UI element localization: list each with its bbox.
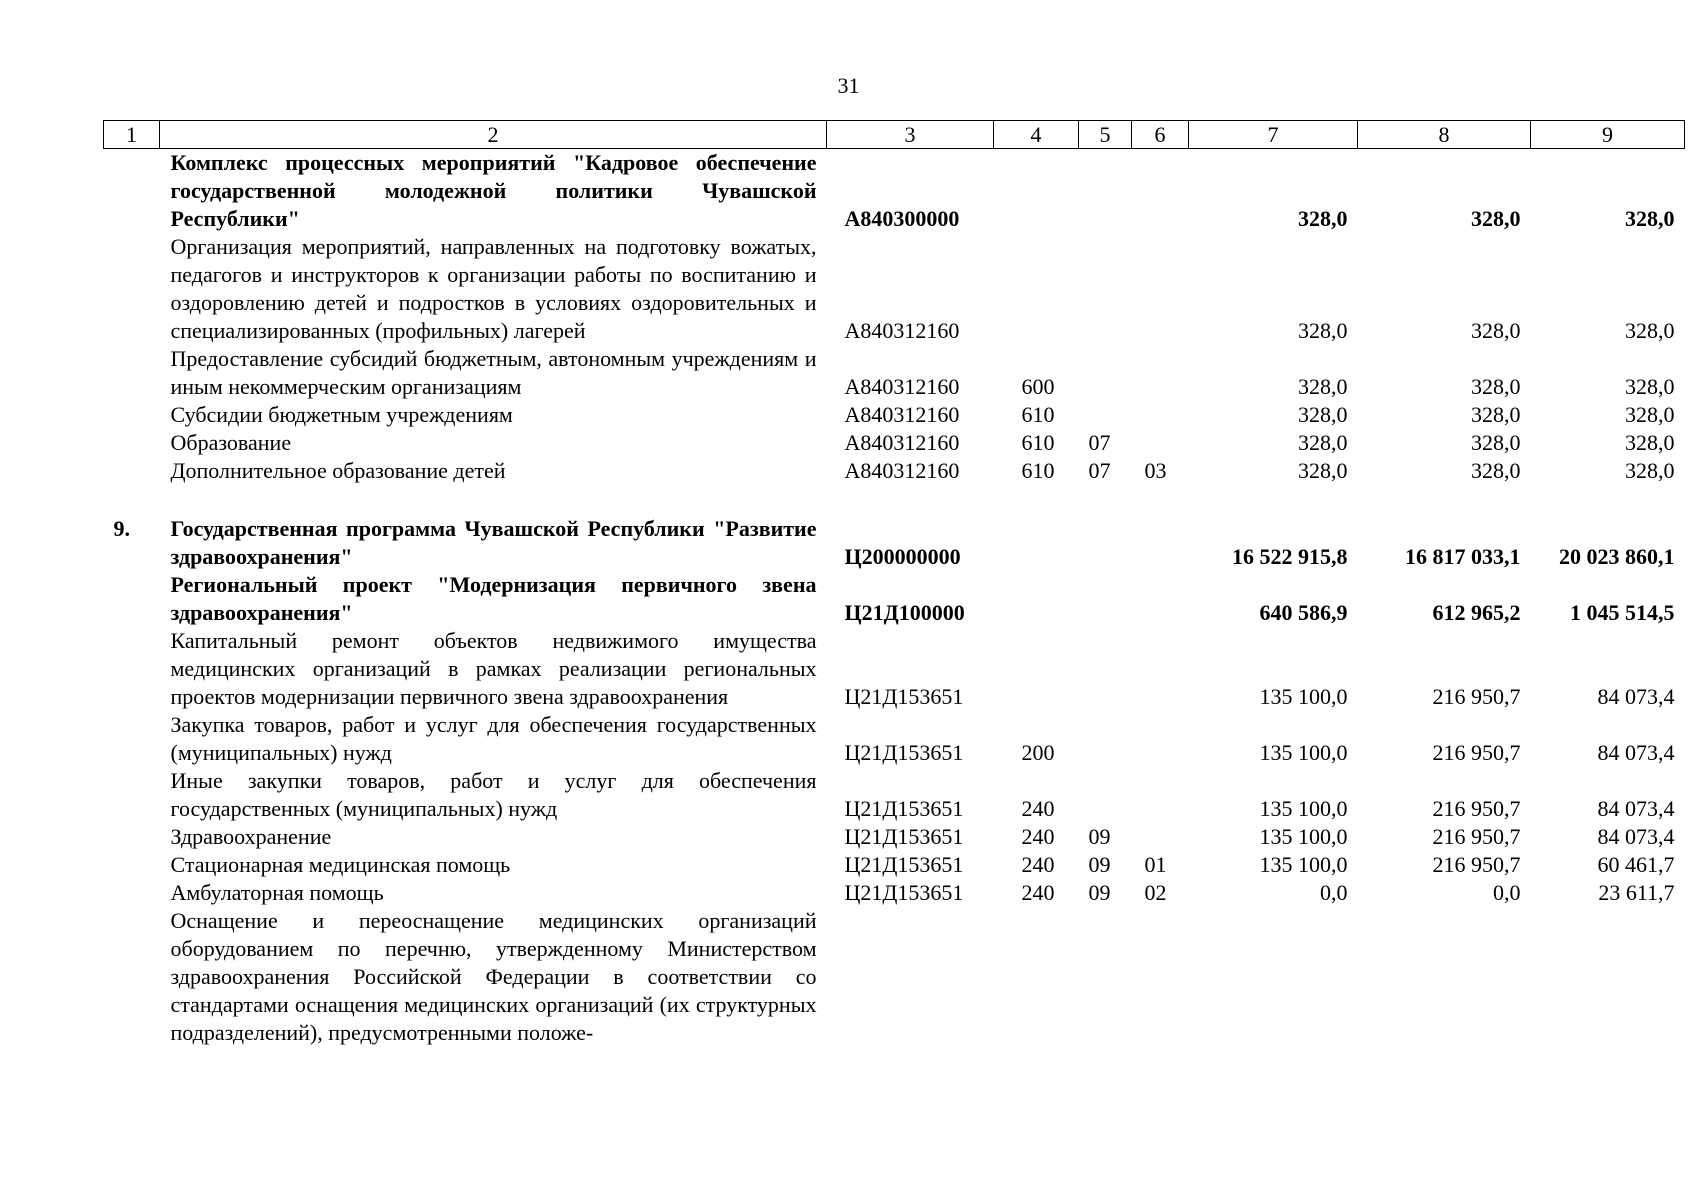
- subsection-code: 03: [1144, 458, 1167, 483]
- table-row: [104, 571, 1685, 627]
- section-code: [1079, 401, 1132, 429]
- target-article-code: [827, 907, 994, 1047]
- amount-col-7: 328,0: [1298, 430, 1348, 455]
- row-title: Здравоохранение: [170, 824, 332, 849]
- target-article-code: Ц200000000: [844, 544, 961, 569]
- row-number: [104, 401, 160, 429]
- section-code: [1079, 711, 1132, 767]
- column-number-header: [104, 121, 1685, 149]
- amount-col-9: 23 611,7: [1598, 880, 1675, 905]
- section-code: [1079, 345, 1132, 401]
- table-row: [104, 879, 1685, 907]
- amount-col-9: 1 045 514,5: [1570, 600, 1675, 625]
- row-title: Комплекс процессных мероприятий "Кадровое обеспечение государственной молодежной политики Чувашской Республики": [170, 150, 817, 231]
- target-article-code: Ц21Д153651: [844, 880, 964, 905]
- amount-col-9: 328,0: [1625, 206, 1675, 231]
- row-title: Оснащение и переоснащение медицинских организаций оборудованием по перечню, утвержденному Министерством здравоохранения Российской Федерации в соответствии со стандартами оснащения медицинских организаций (их структурных подразделений), предусмотренными положе-: [170, 908, 817, 1045]
- amount-col-9: 328,0: [1625, 458, 1675, 483]
- amount-col-8: 328,0: [1471, 206, 1521, 231]
- row-title: Дополнительное образование детей: [170, 458, 506, 483]
- page-number: 31: [837, 73, 860, 98]
- subsection-code: [1132, 767, 1189, 823]
- row-title: Образование: [170, 430, 292, 455]
- amount-col-9: 328,0: [1625, 318, 1675, 343]
- header-col-5: 5: [1079, 121, 1132, 149]
- section-code: 07: [1088, 430, 1111, 455]
- row-number: [104, 149, 160, 234]
- section-code: [1079, 149, 1132, 234]
- row-number: [104, 767, 160, 823]
- target-article-code: А840312160: [844, 374, 960, 399]
- table-row: [104, 851, 1685, 879]
- subsection-code: [1132, 515, 1189, 571]
- amount-col-8: 612 965,2: [1432, 600, 1521, 625]
- amount-col-7: 135 100,0: [1259, 684, 1348, 709]
- amount-col-8: 216 950,7: [1432, 740, 1521, 765]
- target-article-code: Ц21Д153651: [844, 796, 964, 821]
- section-code: 09: [1088, 824, 1111, 849]
- amount-col-8: 328,0: [1471, 402, 1521, 427]
- amount-col-9: 60 461,7: [1597, 852, 1675, 877]
- expense-type-code: [994, 627, 1079, 711]
- subsection-code: [1132, 429, 1189, 457]
- amount-col-8: 328,0: [1471, 318, 1521, 343]
- row-number: [104, 711, 160, 767]
- row-spacer: [104, 485, 1685, 515]
- amount-col-7: 135 100,0: [1259, 824, 1348, 849]
- expense-type-code: 240: [1021, 796, 1055, 821]
- amount-col-9: 84 073,4: [1597, 740, 1675, 765]
- amount-col-7: [1189, 907, 1358, 1047]
- header-col-4: 4: [994, 121, 1079, 149]
- amount-col-9: 328,0: [1625, 374, 1675, 399]
- row-number: [104, 429, 160, 457]
- section-code: [1079, 571, 1132, 627]
- amount-col-8: 328,0: [1471, 458, 1521, 483]
- subsection-code: 02: [1144, 880, 1167, 905]
- header-col-8: 8: [1358, 121, 1531, 149]
- row-number: [104, 571, 160, 627]
- amount-col-7: 135 100,0: [1259, 852, 1348, 877]
- expense-type-code: 240: [1021, 852, 1055, 877]
- amount-col-8: 216 950,7: [1432, 852, 1521, 877]
- table-row: [104, 401, 1685, 429]
- row-number: [104, 907, 160, 1047]
- header-col-3: 3: [827, 121, 994, 149]
- table-row: [104, 767, 1685, 823]
- amount-col-9: [1531, 907, 1685, 1047]
- table-row: [104, 515, 1685, 571]
- subsection-code: [1132, 907, 1189, 1047]
- row-title: Субсидии бюджетным учреждениям: [170, 402, 513, 427]
- expense-type-code: 610: [1021, 458, 1055, 483]
- subsection-code: [1132, 571, 1189, 627]
- target-article-code: А840312160: [844, 458, 960, 483]
- table-row: [104, 457, 1685, 485]
- amount-col-8: 216 950,7: [1432, 824, 1521, 849]
- row-number: [104, 345, 160, 401]
- header-col-2: 2: [160, 121, 827, 149]
- row-title: Стационарная медицинская помощь: [170, 852, 511, 877]
- target-article-code: А840312160: [844, 402, 960, 427]
- amount-col-8: 328,0: [1471, 430, 1521, 455]
- subsection-code: [1132, 233, 1189, 345]
- amount-col-7: 135 100,0: [1259, 796, 1348, 821]
- expense-type-code: 240: [1021, 880, 1055, 905]
- table-row: [104, 345, 1685, 401]
- row-title: Организация мероприятий, направленных на подготовку вожатых, педагогов и инструкторов к организации работы по воспитанию и оздоровлению детей и подростков в условиях оздоровительных и специализированных (профильных) лагерей: [170, 234, 817, 343]
- target-article-code: Ц21Д153651: [844, 740, 964, 765]
- row-title: Государственная программа Чувашской Республики "Развитие здравоохранения": [170, 516, 817, 569]
- row-number: 9.: [113, 516, 130, 541]
- amount-col-7: 328,0: [1298, 374, 1348, 399]
- row-number: [104, 879, 160, 907]
- amount-col-8: 216 950,7: [1432, 684, 1521, 709]
- amount-col-7: 328,0: [1298, 206, 1348, 231]
- amount-col-7: 135 100,0: [1259, 740, 1348, 765]
- subsection-code: [1132, 345, 1189, 401]
- subsection-code: [1132, 401, 1189, 429]
- table-row: [104, 429, 1685, 457]
- amount-col-9: 20 023 860,1: [1559, 544, 1675, 569]
- subsection-code: [1132, 711, 1189, 767]
- expense-type-code: [994, 149, 1079, 234]
- row-number: [104, 851, 160, 879]
- expense-type-code: 600: [1021, 374, 1055, 399]
- section-code: 09: [1088, 852, 1111, 877]
- target-article-code: Ц21Д153651: [844, 852, 964, 877]
- amount-col-7: 0,0: [1320, 880, 1348, 905]
- amount-col-9: 328,0: [1625, 402, 1675, 427]
- row-number: [104, 233, 160, 345]
- amount-col-7: 328,0: [1298, 318, 1348, 343]
- subsection-code: [1132, 149, 1189, 234]
- amount-col-7: 328,0: [1298, 402, 1348, 427]
- row-title: Предоставление субсидий бюджетным, автономным учреждениям и иным некоммерческим организациям: [170, 346, 817, 399]
- row-title: Капитальный ремонт объектов недвижимого имущества медицинских организаций в рамках реализации региональных проектов модернизации первичного звена здравоохранения: [170, 628, 817, 709]
- table-row: [104, 233, 1685, 345]
- subsection-code: [1132, 823, 1189, 851]
- section-code: 07: [1088, 458, 1111, 483]
- spacer-cell: [104, 485, 1685, 515]
- expense-type-code: 610: [1021, 402, 1055, 427]
- header-col-1: 1: [104, 121, 160, 149]
- section-code: [1079, 767, 1132, 823]
- row-number: [104, 627, 160, 711]
- table-row: [104, 823, 1685, 851]
- target-article-code: Ц21Д153651: [844, 824, 964, 849]
- expense-type-code: [994, 515, 1079, 571]
- subsection-code: 01: [1144, 852, 1167, 877]
- amount-col-9: 84 073,4: [1597, 824, 1675, 849]
- row-title: Региональный проект "Модернизация первичного звена здравоохранения": [170, 572, 817, 625]
- row-number: [104, 823, 160, 851]
- table-row: [104, 711, 1685, 767]
- amount-col-8: 328,0: [1471, 374, 1521, 399]
- expense-type-code: [994, 907, 1079, 1047]
- target-article-code: А840300000: [844, 206, 960, 231]
- table-row: [104, 627, 1685, 711]
- amount-col-7: 640 586,9: [1259, 600, 1348, 625]
- expense-type-code: [994, 233, 1079, 345]
- subsection-code: [1132, 627, 1189, 711]
- header-col-6: 6: [1132, 121, 1189, 149]
- section-code: [1079, 515, 1132, 571]
- expense-type-code: 240: [1021, 824, 1055, 849]
- target-article-code: А840312160: [844, 430, 960, 455]
- table-row: [104, 149, 1685, 234]
- amount-col-7: 328,0: [1298, 458, 1348, 483]
- table-body: [104, 149, 1685, 1048]
- amount-col-7: 16 522 915,8: [1232, 544, 1348, 569]
- row-title: Иные закупки товаров, работ и услуг для обеспечения государственных (муниципальных) нужд: [170, 768, 817, 821]
- header-col-9: 9: [1531, 121, 1685, 149]
- amount-col-8: 0,0: [1493, 880, 1521, 905]
- section-code: [1079, 907, 1132, 1047]
- amount-col-8: 16 817 033,1: [1405, 544, 1521, 569]
- amount-col-9: 84 073,4: [1597, 796, 1675, 821]
- amount-col-9: 84 073,4: [1597, 684, 1675, 709]
- budget-table: [103, 120, 1685, 1047]
- section-code: [1079, 627, 1132, 711]
- target-article-code: Ц21Д100000: [844, 600, 965, 625]
- target-article-code: Ц21Д153651: [844, 684, 964, 709]
- expense-type-code: [994, 571, 1079, 627]
- row-title: Амбулаторная помощь: [170, 880, 384, 905]
- section-code: [1079, 233, 1132, 345]
- target-article-code: А840312160: [844, 318, 960, 343]
- amount-col-9: 328,0: [1625, 430, 1675, 455]
- section-code: 09: [1088, 880, 1111, 905]
- row-title: Закупка товаров, работ и услуг для обеспечения государственных (муниципальных) нужд: [170, 712, 817, 765]
- table-row: [104, 907, 1685, 1047]
- expense-type-code: 200: [1021, 740, 1055, 765]
- row-number: [104, 457, 160, 485]
- amount-col-8: 216 950,7: [1432, 796, 1521, 821]
- expense-type-code: 610: [1021, 430, 1055, 455]
- amount-col-8: [1358, 907, 1531, 1047]
- header-col-7: 7: [1189, 121, 1358, 149]
